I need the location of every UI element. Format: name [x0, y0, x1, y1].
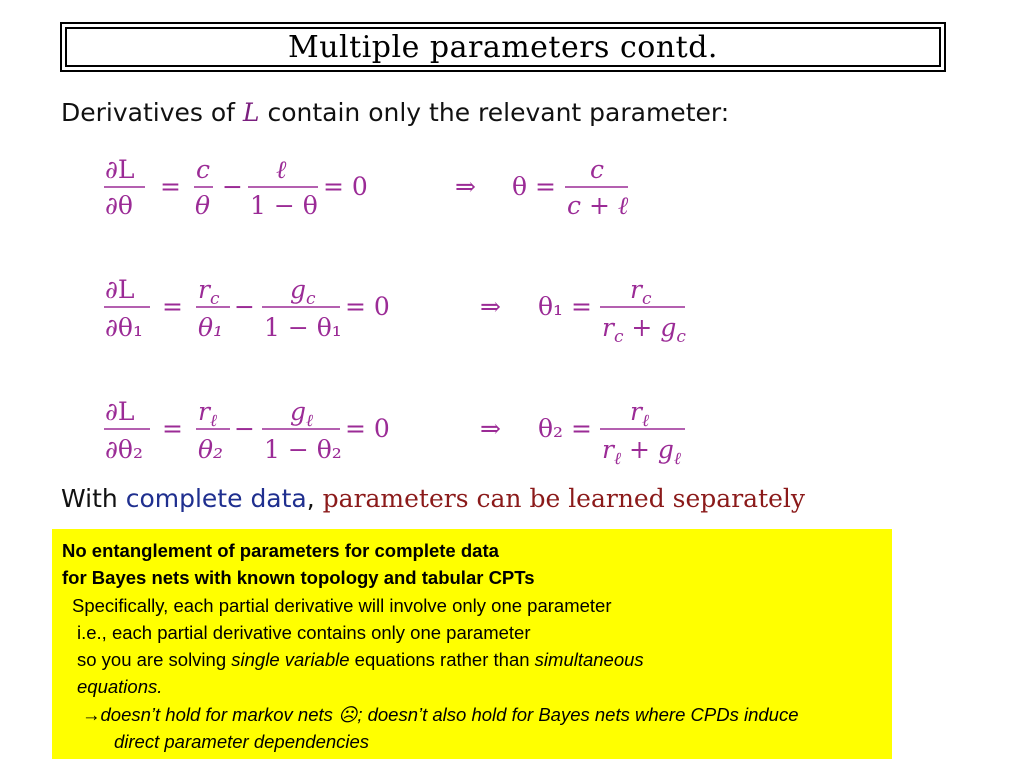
eq2-implies: ⇒	[480, 292, 501, 321]
note-line-8	[62, 728, 882, 755]
comma: ,	[306, 484, 323, 513]
eq1-implies: ⇒	[455, 172, 476, 201]
note-l5-italic-2: simultaneous	[534, 649, 644, 671]
note-bold-2: for Bayes nets with known topology and tabular CPTs	[62, 567, 535, 589]
note-line-6	[62, 673, 882, 700]
eq1-lhs-den: ∂θ	[105, 191, 133, 220]
note-bold-1: No entanglement of parameters for complete data	[62, 540, 499, 561]
note-line-7	[62, 701, 882, 728]
eq2-minus: −	[234, 292, 255, 321]
yellow-note-box	[52, 529, 892, 759]
with-word: With	[61, 484, 126, 513]
eq2-r-num: $r_c$	[630, 275, 652, 309]
eq3-minus: −	[234, 414, 255, 443]
note-l5-a: so you are solving	[77, 649, 232, 671]
equation-3	[104, 397, 685, 469]
intro-suffix: contain only the relevant parameter:	[259, 98, 730, 127]
note-l7-italic: →doesn’t hold for markov nets ☹; doesn’t also hold for Bayes nets where CPDs induce	[82, 703, 799, 725]
eq1-t2-num: ℓ	[276, 155, 287, 184]
eq3-implies: ⇒	[480, 414, 501, 443]
eq1-minus: −	[222, 172, 243, 201]
eq2-t2-num: $g_c$	[290, 275, 316, 309]
eq3-t1-den: θ₂	[198, 435, 224, 464]
eq3-r-num: $r_\ell$	[630, 397, 650, 431]
note-l5-italic-1: single variable	[231, 649, 350, 671]
eq2-r-den: $r_c + g_c$	[602, 313, 686, 347]
slide-title: Multiple parameters contd.	[288, 29, 718, 65]
eq1-theta: θ =	[512, 172, 556, 201]
complete-data-phrase: complete data	[125, 484, 307, 513]
eq2-eq0: = 0	[345, 292, 390, 321]
eq1-eq0: = 0	[323, 172, 368, 201]
eq3-t1-num: $r_\ell$	[198, 397, 218, 431]
eq2-t2-den: 1 − θ₁	[264, 313, 342, 342]
eq2-equals: =	[162, 292, 183, 321]
eq3-eq0: = 0	[345, 414, 390, 443]
eq1-t1-den: θ	[195, 191, 211, 220]
eq1-equals: =	[160, 172, 181, 201]
intro-variable: L	[242, 98, 260, 127]
eq3-lhs-den: ∂θ₂	[105, 435, 144, 464]
note-l5-c: equations rather than	[349, 649, 535, 671]
equation-1	[104, 155, 629, 220]
eq2-t1-num: $r_c$	[198, 275, 220, 309]
eq3-lhs-num: ∂L	[105, 397, 135, 426]
equation-2	[104, 275, 686, 347]
note-line-1	[62, 537, 882, 564]
note-l6-italic: equations.	[77, 676, 163, 698]
eq1-t2-den: 1 − θ	[250, 191, 318, 220]
eq1-lhs-num: ∂L	[105, 155, 135, 184]
eq3-t2-den: 1 − θ₂	[264, 435, 342, 464]
note-line-4: i.e., each partial derivative contains only one parameter	[77, 621, 531, 643]
eq1-t1-num: c	[196, 155, 211, 184]
intro-prefix: Derivatives of	[61, 98, 243, 127]
eq2-lhs-den: ∂θ₁	[105, 313, 144, 342]
note-l8-italic: direct parameter dependencies	[114, 731, 370, 753]
separately-phrase: parameters can be learned separately	[322, 484, 806, 513]
eq1-r-den: c + ℓ	[567, 191, 629, 220]
eq2-t1-den: θ₁	[198, 313, 224, 342]
eq3-r-den: $r_\ell + g_\ell$	[602, 435, 681, 469]
note-line-2	[62, 564, 882, 591]
eq3-theta: θ₂ =	[538, 414, 592, 443]
eq3-t2-num: $g_\ell$	[290, 397, 314, 431]
complete-data-statement	[61, 484, 805, 513]
eq2-theta: θ₁ =	[538, 292, 592, 321]
eq1-r-num: c	[590, 155, 605, 184]
eq3-equals: =	[162, 414, 183, 443]
eq2-lhs-num: ∂L	[105, 275, 135, 304]
note-line-5	[62, 646, 882, 673]
note-line-3: Specifically, each partial derivative will involve only one parameter	[72, 594, 612, 616]
